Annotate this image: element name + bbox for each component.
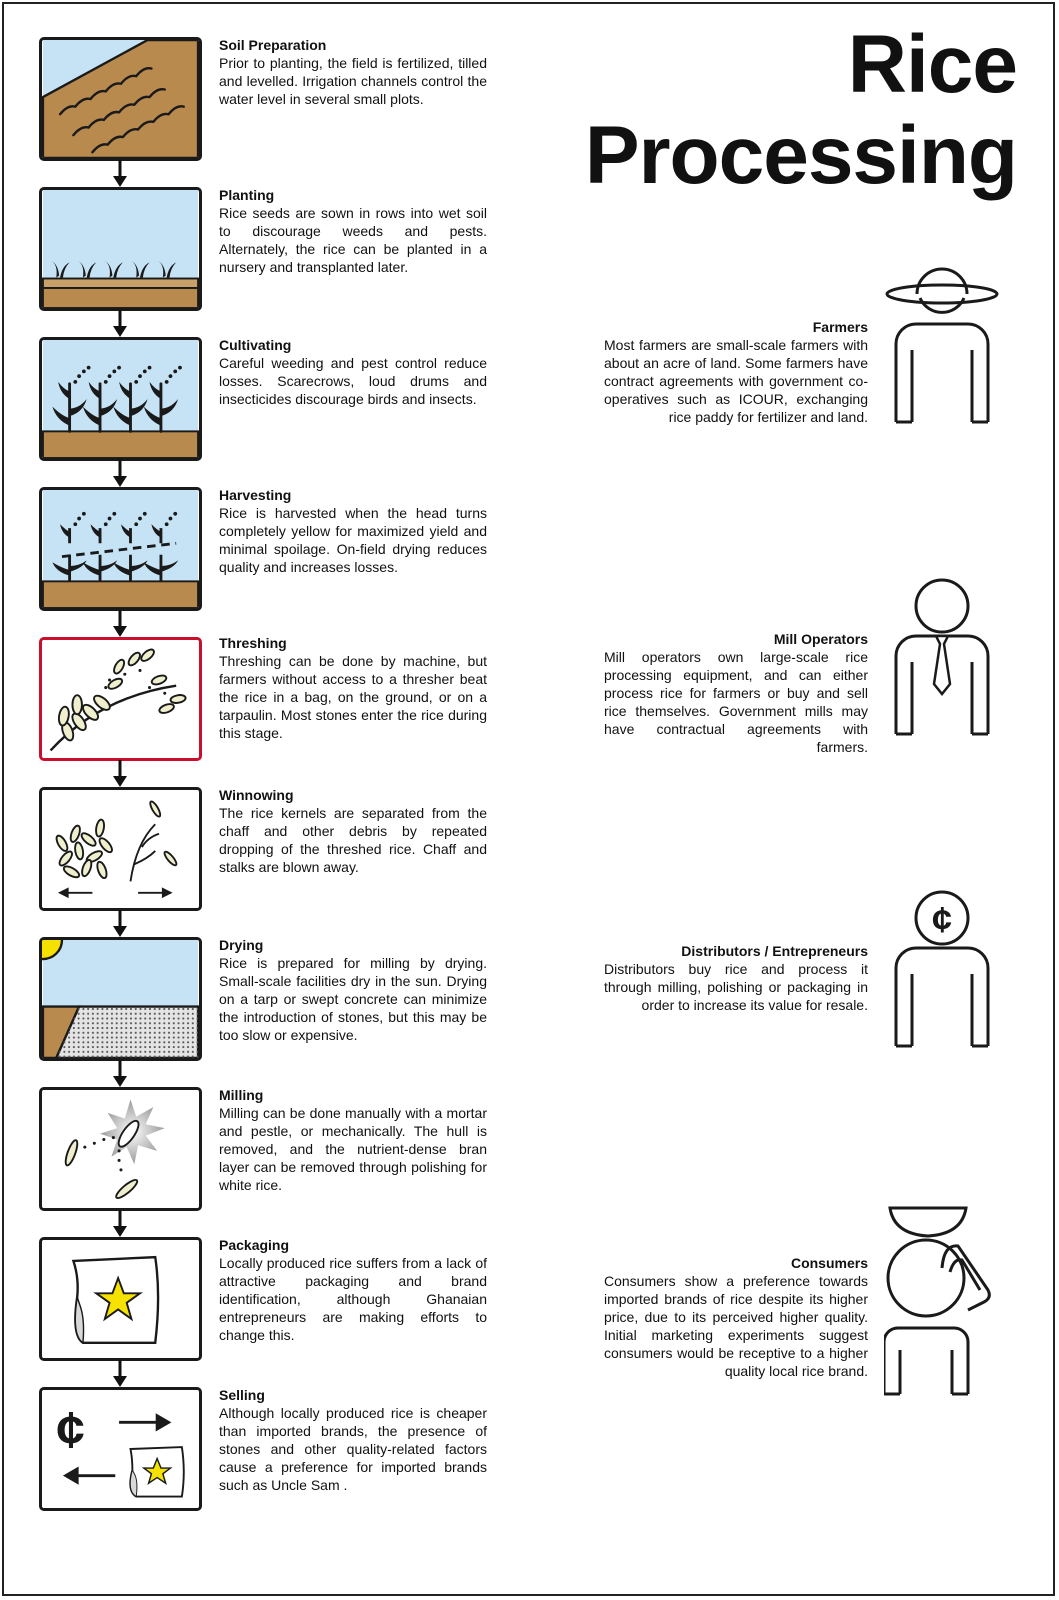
step-title: Soil Preparation (219, 37, 327, 53)
arrow-down-icon (111, 760, 129, 788)
winnowing-icon (39, 787, 202, 911)
step-title: Milling (219, 1087, 264, 1103)
arrow-down-icon (111, 160, 129, 188)
step-cultivating (219, 336, 487, 408)
soil-preparation-icon (39, 37, 202, 161)
step-title: Threshing (219, 635, 287, 651)
farmer-icon (884, 266, 1000, 426)
step-title: Winnowing (219, 787, 294, 803)
step-description: Rice seeds are sown in rows into wet soil to discourage weeds and pests. Alternately, the rice can be planted in a nursery and transplanted later. (219, 205, 487, 275)
actor-description: Most farmers are small-scale farmers with about an acre of land. Some farmers have contract agreements with government co-operatives such as ICOUR, exchanging rice paddy for fertilizer and land. (604, 337, 868, 425)
step-drying (219, 936, 487, 1044)
step-description: Prior to planting, the field is fertilized, tilled and levelled. Irrigation channels control the water level in several small plots. (219, 55, 487, 107)
actor-description: Consumers show a preference towards imported brands of rice despite its higher price, due to its perceived higher quality. Initial marketing experiments suggest consumers would be receptive to a higher quality local rice brand. (604, 1273, 868, 1379)
arrow-down-icon (111, 460, 129, 488)
step-description: Rice is prepared for milling by drying. Small-scale facilities dry in the sun. Drying on a tarp or swept concrete can minimize the introduction of stones, but this may be too slow or expensive. (219, 955, 487, 1043)
step-description: Locally produced rice suffers from a lack of attractive packaging and brand identification, although Ghanaian entrepreneurs are making efforts to change this. (219, 1255, 487, 1343)
step-threshing (219, 634, 487, 742)
step-description: Careful weeding and pest control reduce losses. Scarecrows, loud drums and insecticides discourage birds and insects. (219, 355, 487, 407)
step-milling (219, 1086, 487, 1194)
title-line-2: Processing (584, 110, 1017, 201)
step-title: Planting (219, 187, 275, 203)
step-planting (219, 186, 487, 276)
actor-distributors (604, 942, 868, 1014)
arrow-down-icon (111, 1360, 129, 1388)
step-harvesting (219, 486, 487, 576)
mill-operator-icon (884, 578, 1000, 738)
title-line-1: Rice (847, 19, 1017, 110)
step-description: Milling can be done manually with a mortar and pestle, or mechanically. The hull is removed, and the nutrient-dense bran layer can be removed through polishing for white rice. (219, 1105, 487, 1193)
poster-title (584, 19, 1017, 204)
step-packaging (219, 1236, 487, 1344)
cultivating-icon (39, 337, 202, 461)
step-title: Packaging (219, 1237, 290, 1253)
actor-title: Farmers (812, 319, 868, 335)
distributor-icon (884, 890, 1000, 1050)
actor-title: Consumers (790, 1255, 868, 1271)
drying-icon (39, 937, 202, 1061)
step-title: Drying (219, 937, 264, 953)
step-title: Selling (219, 1387, 265, 1403)
step-title: Cultivating (219, 337, 292, 353)
step-selling (219, 1386, 487, 1494)
cedi-symbol: ¢ (56, 1400, 85, 1459)
cedi-symbol: ¢ (931, 899, 953, 940)
step-title: Harvesting (219, 487, 292, 503)
actor-title: Distributors / Entrepreneurs (681, 943, 868, 959)
step-description: Threshing can be done by machine, but farmers without access to a thresher beat the rice in a bag, on the ground, or on a tarpaulin. Most stones enter the rice during this stage. (219, 653, 487, 741)
milling-icon (39, 1087, 202, 1211)
selling-icon (39, 1387, 202, 1511)
arrow-down-icon (111, 310, 129, 338)
packaging-icon (39, 1237, 202, 1361)
consumer-icon (884, 1202, 1010, 1398)
actor-description: Distributors buy rice and process it through milling, polishing or packaging in order to increase its value for resale. (604, 961, 868, 1013)
step-winnowing (219, 786, 487, 876)
arrow-down-icon (111, 1060, 129, 1088)
step-description: Rice is harvested when the head turns completely yellow for maximized yield and minimal spoilage. On-field drying reduces quality and increases losses. (219, 505, 487, 575)
arrow-down-icon (111, 610, 129, 638)
step-soil-preparation (219, 36, 487, 108)
planting-icon (39, 187, 202, 311)
step-description: Although locally produced rice is cheaper than imported brands, the presence of stones and other quality-related factors cause a preference for imported brands such as Uncle Sam . (219, 1405, 487, 1493)
actor-mill-operators (604, 630, 868, 756)
arrow-down-icon (111, 1210, 129, 1238)
harvesting-icon (39, 487, 202, 611)
arrow-down-icon (111, 910, 129, 938)
actor-farmers (604, 318, 868, 426)
actor-consumers (604, 1254, 868, 1380)
actor-title: Mill Operators (773, 631, 868, 647)
actor-description: Mill operators own large-scale rice processing equipment, and can either process rice for farmers or buy and sell rice themselves. Government mills may have contractual agreements with farmers. (604, 649, 868, 755)
step-description: The rice kernels are separated from the chaff and other debris by repeated dropping of the threshed rice. Chaff and stalks are blown away. (219, 805, 487, 875)
threshing-icon (39, 637, 202, 761)
